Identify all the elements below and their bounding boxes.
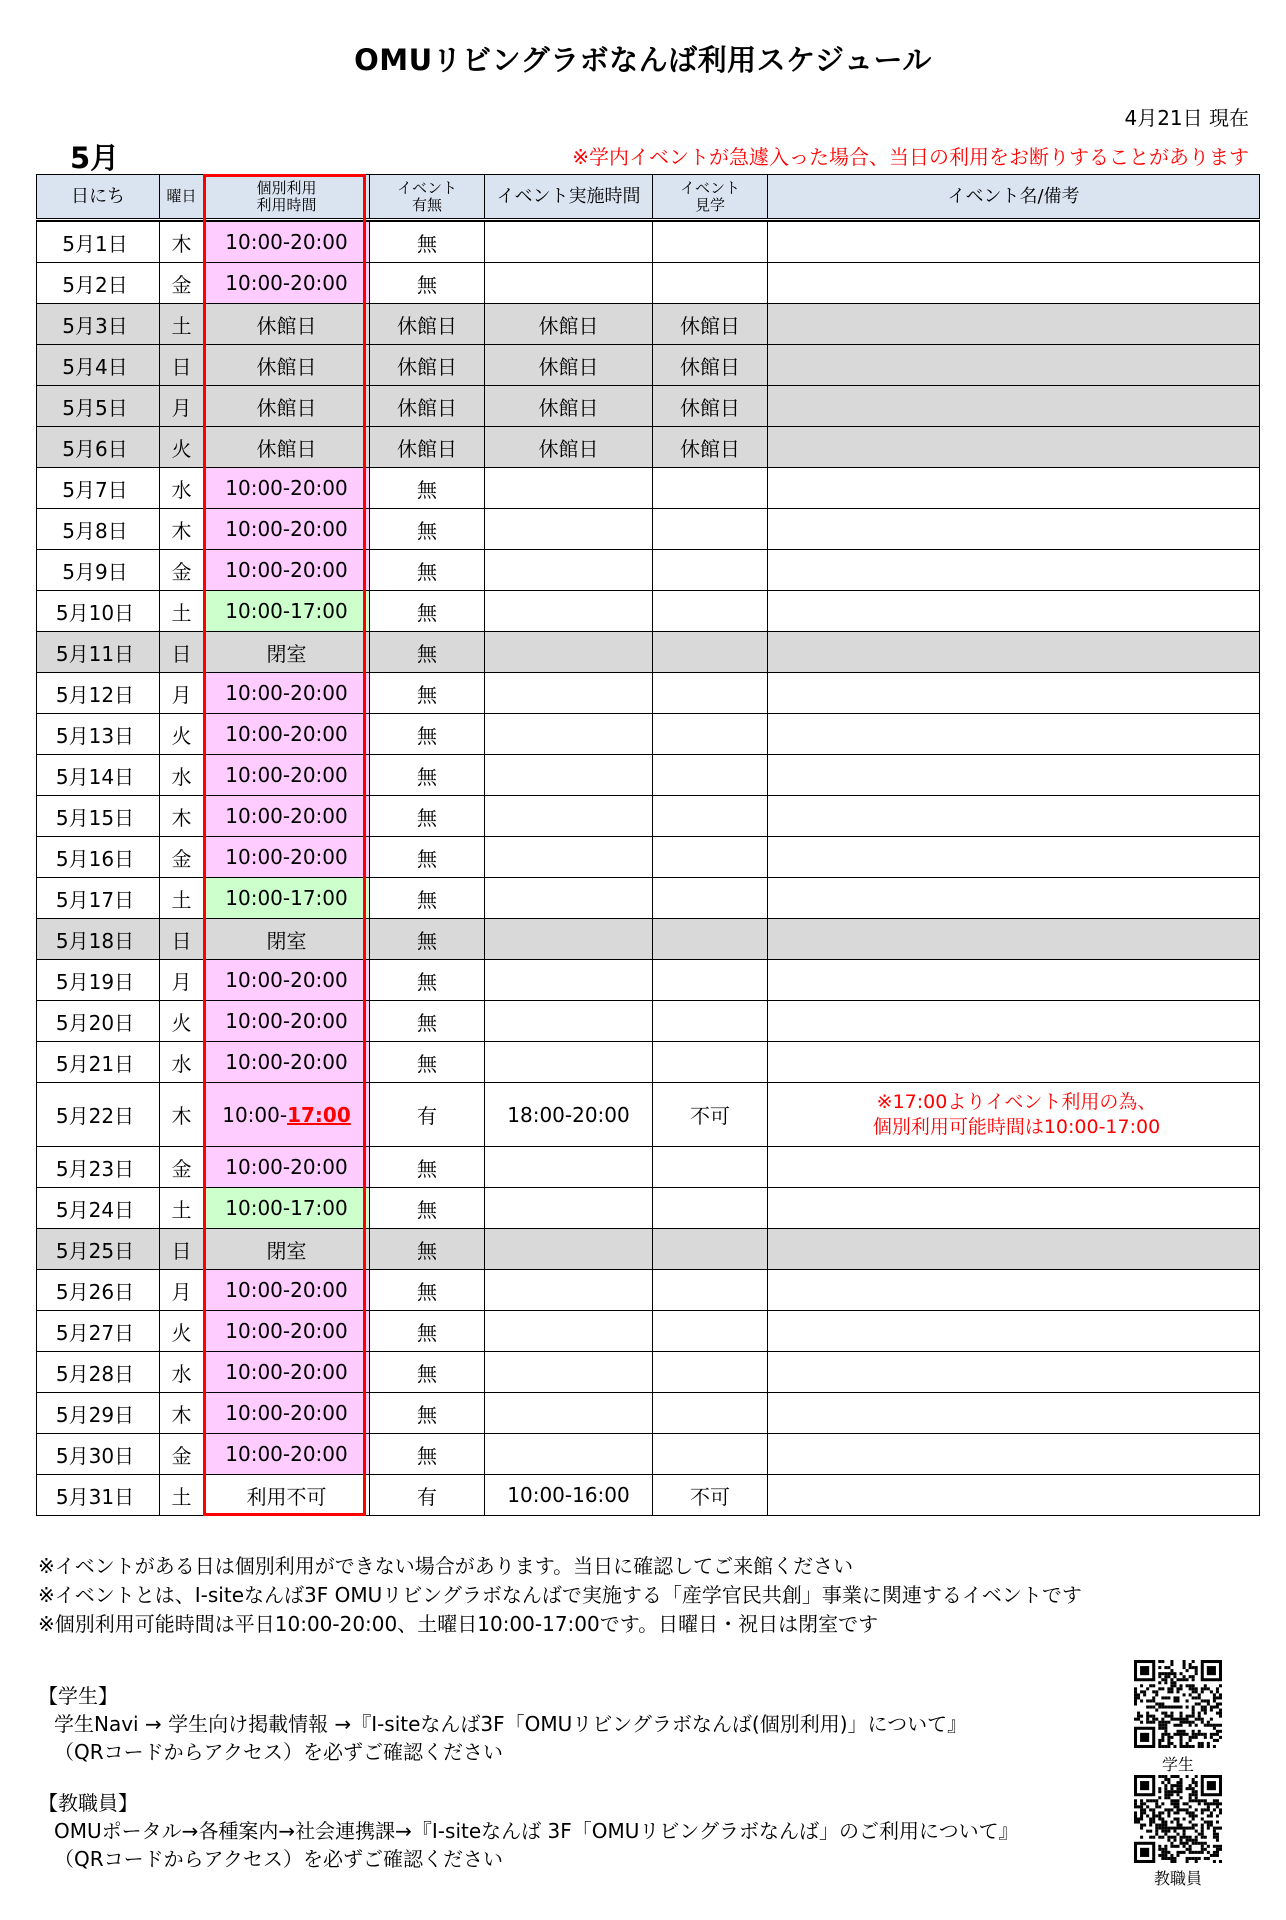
event-flag-cell: 無	[370, 509, 485, 550]
event-visit-cell	[653, 591, 768, 632]
event-flag-cell: 無	[370, 837, 485, 878]
table-row	[37, 1042, 1260, 1083]
event-visit-cell	[653, 1311, 768, 1352]
event-time-cell: 休館日	[485, 304, 653, 345]
table-row	[37, 878, 1260, 919]
event-visit-cell	[653, 1188, 768, 1229]
remarks-cell	[768, 591, 1260, 632]
event-time-cell: 休館日	[485, 427, 653, 468]
table-row	[37, 1270, 1260, 1311]
header-weekday: 曜日	[160, 175, 204, 220]
event-visit-cell	[653, 1229, 768, 1270]
weekday-cell: 水	[160, 755, 204, 796]
table-row	[37, 427, 1260, 468]
weekday-cell: 月	[160, 960, 204, 1001]
personal-time-cell: 休館日	[204, 427, 370, 468]
remarks-cell	[768, 304, 1260, 345]
students-heading: 【学生】	[38, 1684, 118, 1708]
weekday-cell: 日	[160, 919, 204, 960]
event-visit-cell	[653, 468, 768, 509]
table-row	[37, 714, 1260, 755]
footnote-2: ※イベントとは、I-siteなんば3F OMUリビングラボなんばで実施する「産学官民共創」事業に関連するイベントです	[38, 1583, 1082, 1607]
event-visit-cell: 不可	[653, 1475, 768, 1516]
date-cell: 5月30日	[37, 1434, 160, 1475]
event-visit-cell	[653, 1147, 768, 1188]
event-time-cell	[485, 1229, 653, 1270]
table-row	[37, 304, 1260, 345]
weekday-cell: 日	[160, 345, 204, 386]
personal-time-cell: 10:00-20:00	[204, 222, 370, 263]
table-row	[37, 919, 1260, 960]
remarks-cell	[768, 673, 1260, 714]
staff-note: （QRコードからアクセス）を必ずご確認ください	[54, 1847, 504, 1871]
weekday-cell: 金	[160, 837, 204, 878]
date-cell: 5月27日	[37, 1311, 160, 1352]
date-cell: 5月24日	[37, 1188, 160, 1229]
event-time-cell	[485, 1393, 653, 1434]
table-row	[37, 1229, 1260, 1270]
date-cell: 5月29日	[37, 1393, 160, 1434]
event-visit-cell	[653, 1001, 768, 1042]
warning-notice: ※学内イベントが急遽入った場合、当日の利用をお断りすることがあります	[572, 145, 1249, 169]
event-time-cell	[485, 1188, 653, 1229]
weekday-cell: 金	[160, 550, 204, 591]
event-visit-cell	[653, 714, 768, 755]
personal-time-cell: 閉室	[204, 632, 370, 673]
personal-time-cell: 利用不可	[204, 1475, 370, 1516]
event-time-cell	[485, 550, 653, 591]
event-visit-cell	[653, 222, 768, 263]
event-time-cell	[485, 714, 653, 755]
remarks-cell	[768, 1188, 1260, 1229]
event-time-cell	[485, 1352, 653, 1393]
weekday-cell: 火	[160, 1001, 204, 1042]
personal-time-cell: 10:00-20:00	[204, 263, 370, 304]
table-row	[37, 468, 1260, 509]
weekday-cell: 月	[160, 386, 204, 427]
personal-time-cell: 10:00-20:00	[204, 755, 370, 796]
remarks-cell	[768, 386, 1260, 427]
event-time-cell	[485, 1001, 653, 1042]
event-visit-cell	[653, 509, 768, 550]
personal-time-cell: 閉室	[204, 1229, 370, 1270]
table-row	[37, 837, 1260, 878]
event-time-cell	[485, 509, 653, 550]
table-row	[37, 263, 1260, 304]
remarks-cell	[768, 1042, 1260, 1083]
event-visit-cell	[653, 673, 768, 714]
students-path: 学生Navi → 学生向け掲載情報 →『I-siteなんば3F「OMUリビングラボなんば(個別利用)」について』	[54, 1712, 968, 1736]
remarks-cell	[768, 1229, 1260, 1270]
event-flag-cell: 無	[370, 1270, 485, 1311]
weekday-cell: 土	[160, 878, 204, 919]
date-cell: 5月25日	[37, 1229, 160, 1270]
personal-time-cell: 閉室	[204, 919, 370, 960]
personal-time-cell: 10:00-20:00	[204, 468, 370, 509]
remarks-cell	[768, 222, 1260, 263]
event-flag-cell: 無	[370, 796, 485, 837]
event-flag-cell: 無	[370, 591, 485, 632]
date-cell: 5月12日	[37, 673, 160, 714]
date-cell: 5月22日	[37, 1083, 160, 1147]
event-time-cell	[485, 632, 653, 673]
date-cell: 5月7日	[37, 468, 160, 509]
event-flag-cell: 無	[370, 222, 485, 263]
event-flag-cell: 無	[370, 1001, 485, 1042]
personal-time-cell: 10:00-20:00	[204, 837, 370, 878]
table-row	[37, 1352, 1260, 1393]
weekday-cell: 金	[160, 1147, 204, 1188]
date-cell: 5月2日	[37, 263, 160, 304]
remarks-cell	[768, 1311, 1260, 1352]
event-time-cell	[485, 837, 653, 878]
table-row	[37, 796, 1260, 837]
event-time-cell	[485, 1147, 653, 1188]
date-cell: 5月1日	[37, 222, 160, 263]
weekday-cell: 土	[160, 304, 204, 345]
personal-time-cell: 10:00-20:00	[204, 1393, 370, 1434]
header-personal: 個別利用 利用時間	[204, 175, 370, 220]
date-cell: 5月13日	[37, 714, 160, 755]
table-row	[37, 632, 1260, 673]
remarks-cell	[768, 263, 1260, 304]
date-cell: 5月8日	[37, 509, 160, 550]
weekday-cell: 火	[160, 1311, 204, 1352]
date-cell: 5月23日	[37, 1147, 160, 1188]
personal-time-end-changed: 17:00	[287, 1102, 351, 1127]
date-cell: 5月6日	[37, 427, 160, 468]
event-time-cell	[485, 960, 653, 1001]
event-time-cell	[485, 222, 653, 263]
event-time-cell	[485, 673, 653, 714]
weekday-cell: 木	[160, 796, 204, 837]
remarks-cell	[768, 837, 1260, 878]
event-flag-cell: 無	[370, 919, 485, 960]
header-row	[37, 175, 1260, 220]
event-flag-cell: 有	[370, 1475, 485, 1516]
personal-time-cell: 10:00-20:00	[204, 1001, 370, 1042]
event-time-cell: 休館日	[485, 386, 653, 427]
remarks-cell	[768, 550, 1260, 591]
schedule-table	[36, 174, 1260, 1516]
event-visit-cell	[653, 632, 768, 673]
event-flag-cell: 休館日	[370, 304, 485, 345]
event-visit-cell	[653, 878, 768, 919]
students-qr-label: 学生	[1161, 1755, 1194, 1774]
date-cell: 5月9日	[37, 550, 160, 591]
remarks-cell	[768, 632, 1260, 673]
table-row	[37, 1083, 1260, 1147]
table-row	[37, 345, 1260, 386]
personal-time-cell: 10:00-20:00	[204, 1434, 370, 1475]
date-cell: 5月26日	[37, 1270, 160, 1311]
table-row	[37, 509, 1260, 550]
table-row	[37, 1434, 1260, 1475]
remarks-cell	[768, 1147, 1260, 1188]
as-of-date: 4月21日 現在	[1124, 106, 1249, 130]
table-row	[37, 1475, 1260, 1516]
event-time-cell: 10:00-16:00	[485, 1475, 653, 1516]
remarks-cell	[768, 427, 1260, 468]
students-note: （QRコードからアクセス）を必ずご確認ください	[54, 1740, 504, 1764]
date-cell: 5月17日	[37, 878, 160, 919]
table-row	[37, 222, 1260, 263]
remarks-cell	[768, 1352, 1260, 1393]
personal-time-cell	[204, 1083, 370, 1147]
date-cell: 5月21日	[37, 1042, 160, 1083]
remarks-cell	[768, 1434, 1260, 1475]
event-flag-cell: 無	[370, 550, 485, 591]
event-visit-cell	[653, 755, 768, 796]
staff-path: OMUポータル→各種案内→社会連携課→『I-siteなんば 3F「OMUリビングラボなんば」のご利用について』	[54, 1819, 1019, 1843]
table-row	[37, 960, 1260, 1001]
event-flag-cell: 無	[370, 960, 485, 1001]
event-visit-cell: 休館日	[653, 345, 768, 386]
header-event: イベント 有無	[370, 175, 485, 220]
date-cell: 5月16日	[37, 837, 160, 878]
table-row	[37, 550, 1260, 591]
remarks-cell	[768, 960, 1260, 1001]
staff-qr-code-icon[interactable]	[1134, 1775, 1222, 1863]
remarks-line: 個別利用可能時間は10:00-17:00	[872, 1115, 1161, 1138]
event-visit-cell	[653, 1042, 768, 1083]
weekday-cell: 火	[160, 427, 204, 468]
event-visit-cell	[653, 1270, 768, 1311]
header-remarks: イベント名/備考	[768, 175, 1260, 220]
personal-time-cell: 10:00-20:00	[204, 673, 370, 714]
remarks-cell	[768, 1393, 1260, 1434]
weekday-cell: 土	[160, 1188, 204, 1229]
header-visit: イベント 見学	[653, 175, 768, 220]
event-flag-cell: 無	[370, 673, 485, 714]
remarks-cell	[768, 468, 1260, 509]
weekday-cell: 木	[160, 1393, 204, 1434]
personal-time-cell: 10:00-20:00	[204, 960, 370, 1001]
event-flag-cell: 無	[370, 1311, 485, 1352]
event-visit-cell: 休館日	[653, 427, 768, 468]
date-cell: 5月15日	[37, 796, 160, 837]
event-flag-cell: 無	[370, 468, 485, 509]
weekday-cell: 日	[160, 1229, 204, 1270]
event-flag-cell: 有	[370, 1083, 485, 1147]
personal-time-cell: 10:00-20:00	[204, 1311, 370, 1352]
event-visit-cell	[653, 919, 768, 960]
event-time-cell: 18:00-20:00	[485, 1083, 653, 1147]
personal-time-start: 10:00-	[222, 1102, 288, 1127]
event-flag-cell: 無	[370, 263, 485, 304]
weekday-cell: 月	[160, 673, 204, 714]
event-time-cell	[485, 591, 653, 632]
event-time-cell	[485, 1270, 653, 1311]
remarks-cell	[768, 1001, 1260, 1042]
personal-time-cell: 10:00-17:00	[204, 1188, 370, 1229]
personal-time-cell: 10:00-20:00	[204, 1270, 370, 1311]
event-visit-cell	[653, 796, 768, 837]
remarks-cell	[768, 919, 1260, 960]
personal-time-cell: 10:00-20:00	[204, 550, 370, 591]
date-cell: 5月10日	[37, 591, 160, 632]
event-time-cell	[485, 263, 653, 304]
event-flag-cell: 無	[370, 878, 485, 919]
remarks-cell	[768, 755, 1260, 796]
remarks-line: ※17:00よりイベント利用の為、	[876, 1090, 1157, 1113]
event-visit-cell: 休館日	[653, 386, 768, 427]
staff-heading: 【教職員】	[38, 1791, 138, 1815]
weekday-cell: 木	[160, 222, 204, 263]
event-flag-cell: 無	[370, 632, 485, 673]
weekday-cell: 水	[160, 1352, 204, 1393]
weekday-cell: 金	[160, 263, 204, 304]
date-cell: 5月14日	[37, 755, 160, 796]
weekday-cell: 水	[160, 468, 204, 509]
event-time-cell	[485, 1042, 653, 1083]
header-date: 日にち	[37, 175, 160, 220]
weekday-cell: 火	[160, 714, 204, 755]
event-time-cell: 休館日	[485, 345, 653, 386]
remarks-cell	[768, 878, 1260, 919]
event-flag-cell: 無	[370, 1434, 485, 1475]
table-row	[37, 386, 1260, 427]
event-time-cell	[485, 878, 653, 919]
header-event-time: イベント実施時間	[485, 175, 653, 220]
event-flag-cell: 休館日	[370, 345, 485, 386]
date-cell: 5月11日	[37, 632, 160, 673]
personal-time-cell: 10:00-17:00	[204, 591, 370, 632]
event-visit-cell	[653, 837, 768, 878]
event-flag-cell: 無	[370, 714, 485, 755]
event-time-cell	[485, 919, 653, 960]
personal-time-cell: 休館日	[204, 386, 370, 427]
table-row	[37, 591, 1260, 632]
event-visit-cell: 休館日	[653, 304, 768, 345]
weekday-cell: 水	[160, 1042, 204, 1083]
event-visit-cell: 不可	[653, 1083, 768, 1147]
personal-time-cell: 10:00-20:00	[204, 1042, 370, 1083]
table-row	[37, 1311, 1260, 1352]
personal-time-cell: 10:00-20:00	[204, 509, 370, 550]
event-time-cell	[485, 1311, 653, 1352]
weekday-cell: 土	[160, 1475, 204, 1516]
event-time-cell	[485, 1434, 653, 1475]
date-cell: 5月28日	[37, 1352, 160, 1393]
personal-time-cell: 10:00-20:00	[204, 1352, 370, 1393]
personal-time-cell: 10:00-20:00	[204, 1147, 370, 1188]
remarks-cell	[768, 1475, 1260, 1516]
personal-time-cell: 10:00-20:00	[204, 714, 370, 755]
event-time-cell	[485, 468, 653, 509]
event-flag-cell: 休館日	[370, 427, 485, 468]
remarks-cell	[768, 1270, 1260, 1311]
remarks-cell	[768, 796, 1260, 837]
month-label: 5月	[70, 141, 120, 175]
event-visit-cell	[653, 1434, 768, 1475]
event-visit-cell	[653, 263, 768, 304]
remarks-cell	[768, 509, 1260, 550]
date-cell: 5月20日	[37, 1001, 160, 1042]
event-flag-cell: 無	[370, 1188, 485, 1229]
weekday-cell: 木	[160, 509, 204, 550]
table-row	[37, 755, 1260, 796]
event-time-cell	[485, 755, 653, 796]
personal-time-cell: 10:00-17:00	[204, 878, 370, 919]
event-flag-cell: 無	[370, 1352, 485, 1393]
event-visit-cell	[653, 1352, 768, 1393]
event-flag-cell: 休館日	[370, 386, 485, 427]
date-cell: 5月4日	[37, 345, 160, 386]
event-visit-cell	[653, 960, 768, 1001]
weekday-cell: 土	[160, 591, 204, 632]
page-title: OMUリビングラボなんば利用スケジュール	[354, 43, 932, 77]
footnote-1: ※イベントがある日は個別利用ができない場合があります。当日に確認してご来館ください	[38, 1554, 854, 1578]
staff-qr-label: 教職員	[1153, 1869, 1202, 1888]
table-row	[37, 1147, 1260, 1188]
remarks-cell	[768, 1083, 1260, 1147]
remarks-cell	[768, 345, 1260, 386]
personal-time-cell: 休館日	[204, 345, 370, 386]
event-flag-cell: 無	[370, 1147, 485, 1188]
footnote-3: ※個別利用可能時間は平日10:00-20:00、土曜日10:00-17:00です。日曜日・祝日は閉室です	[38, 1612, 879, 1636]
event-visit-cell	[653, 1393, 768, 1434]
students-qr-code-icon[interactable]	[1134, 1660, 1222, 1748]
event-flag-cell: 無	[370, 755, 485, 796]
personal-time-cell: 10:00-20:00	[204, 796, 370, 837]
event-flag-cell: 無	[370, 1042, 485, 1083]
weekday-cell: 木	[160, 1083, 204, 1147]
footnotes	[38, 1552, 1082, 1639]
table-row	[37, 1001, 1260, 1042]
table-row	[37, 1188, 1260, 1229]
weekday-cell: 日	[160, 632, 204, 673]
date-cell: 5月18日	[37, 919, 160, 960]
weekday-cell: 金	[160, 1434, 204, 1475]
date-cell: 5月5日	[37, 386, 160, 427]
table-row	[37, 1393, 1260, 1434]
date-cell: 5月19日	[37, 960, 160, 1001]
table-row	[37, 673, 1260, 714]
remarks-cell	[768, 714, 1260, 755]
date-cell: 5月31日	[37, 1475, 160, 1516]
weekday-cell: 月	[160, 1270, 204, 1311]
event-visit-cell	[653, 550, 768, 591]
event-flag-cell: 無	[370, 1393, 485, 1434]
personal-time-cell: 休館日	[204, 304, 370, 345]
event-flag-cell: 無	[370, 1229, 485, 1270]
event-time-cell	[485, 796, 653, 837]
date-cell: 5月3日	[37, 304, 160, 345]
